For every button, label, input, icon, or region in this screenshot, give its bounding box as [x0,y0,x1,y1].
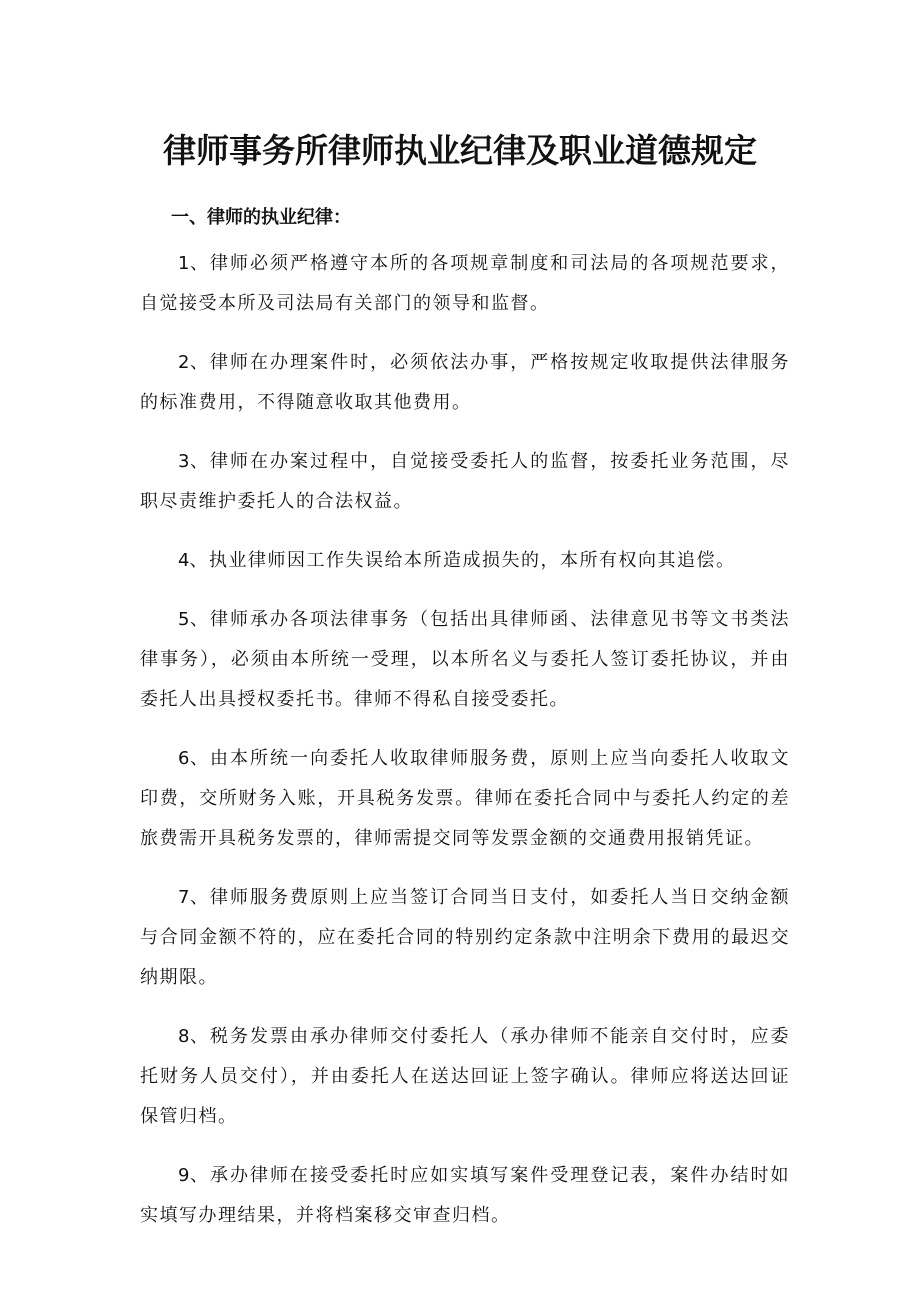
paragraph-number: 5 [178,609,190,630]
paragraph-text: 、律师承办各项法律事务（包括出具律师函、法律意见书等文书类法律事务），必须由本所统一受理，以本所名义与委托人签订委托协议，并由委托人出具授权委托书。律师不得私自接受委托。 [140,609,790,710]
paragraph-text: 、律师必须严格遵守本所的各项规章制度和司法局的各项规范要求，自觉接受本所及司法局有关部门的领导和监督。 [140,253,790,314]
paragraph-text: 、律师服务费原则上应当签订合同当日支付，如委托人当日交纳金额与合同金额不符的，应在委托合同的特别约定条款中注明余下费用的最迟交纳期限。 [140,887,790,988]
paragraph-number: 1 [178,253,190,274]
paragraph-text: 、律师在办案过程中，自觉接受委托人的监督，按委托业务范围，尽职尽责维护委托人的合法权益。 [140,451,790,512]
paragraph-text: 、执业律师因工作失误给本所造成损失的，本所有权向其追偿。 [189,550,736,571]
paragraph-number: 9 [178,1165,190,1186]
paragraph-number: 3 [178,451,190,472]
paragraph-number: 4 [178,550,190,571]
paragraph-number: 2 [178,352,190,373]
paragraph-number: 6 [178,748,190,769]
paragraph-number: 8 [178,1026,190,1047]
document-body [140,244,790,1255]
paragraph-8 [140,1017,790,1137]
paragraph-5 [140,600,790,720]
paragraph-text: 、承办律师在接受委托时应如实填写案件受理登记表，案件办结时如实填写办理结果，并将档案移交审查归档。 [140,1165,790,1226]
paragraph-3 [140,442,790,522]
document-title: 律师事务所律师执业纪律及职业道德规定 [163,131,757,170]
paragraph-text: 、税务发票由承办律师交付委托人（承办律师不能亲自交付时，应委托财务人员交付），并由委托人在送达回证上签字确认。律师应将送达回证保管归档。 [140,1026,790,1127]
paragraph-text: 、由本所统一向委托人收取律师服务费，原则上应当向委托人收取文印费，交所财务入账，开具税务发票。律师在委托合同中与委托人约定的差旅费需开具税务发票的，律师需提交同等发票金额的交通费用报销凭证。 [140,748,790,849]
paragraph-1 [140,244,790,324]
paragraph-7 [140,878,790,998]
paragraph-4 [140,541,790,581]
section-heading: 一、律师的执业纪律： [171,207,351,228]
paragraph-number: 7 [178,887,190,908]
paragraph-text: 、律师在办理案件时，必须依法办事，严格按规定收取提供法律服务的标准费用，不得随意收取其他费用。 [140,352,790,413]
paragraph-9 [140,1156,790,1236]
paragraph-2 [140,343,790,423]
paragraph-6 [140,739,790,859]
